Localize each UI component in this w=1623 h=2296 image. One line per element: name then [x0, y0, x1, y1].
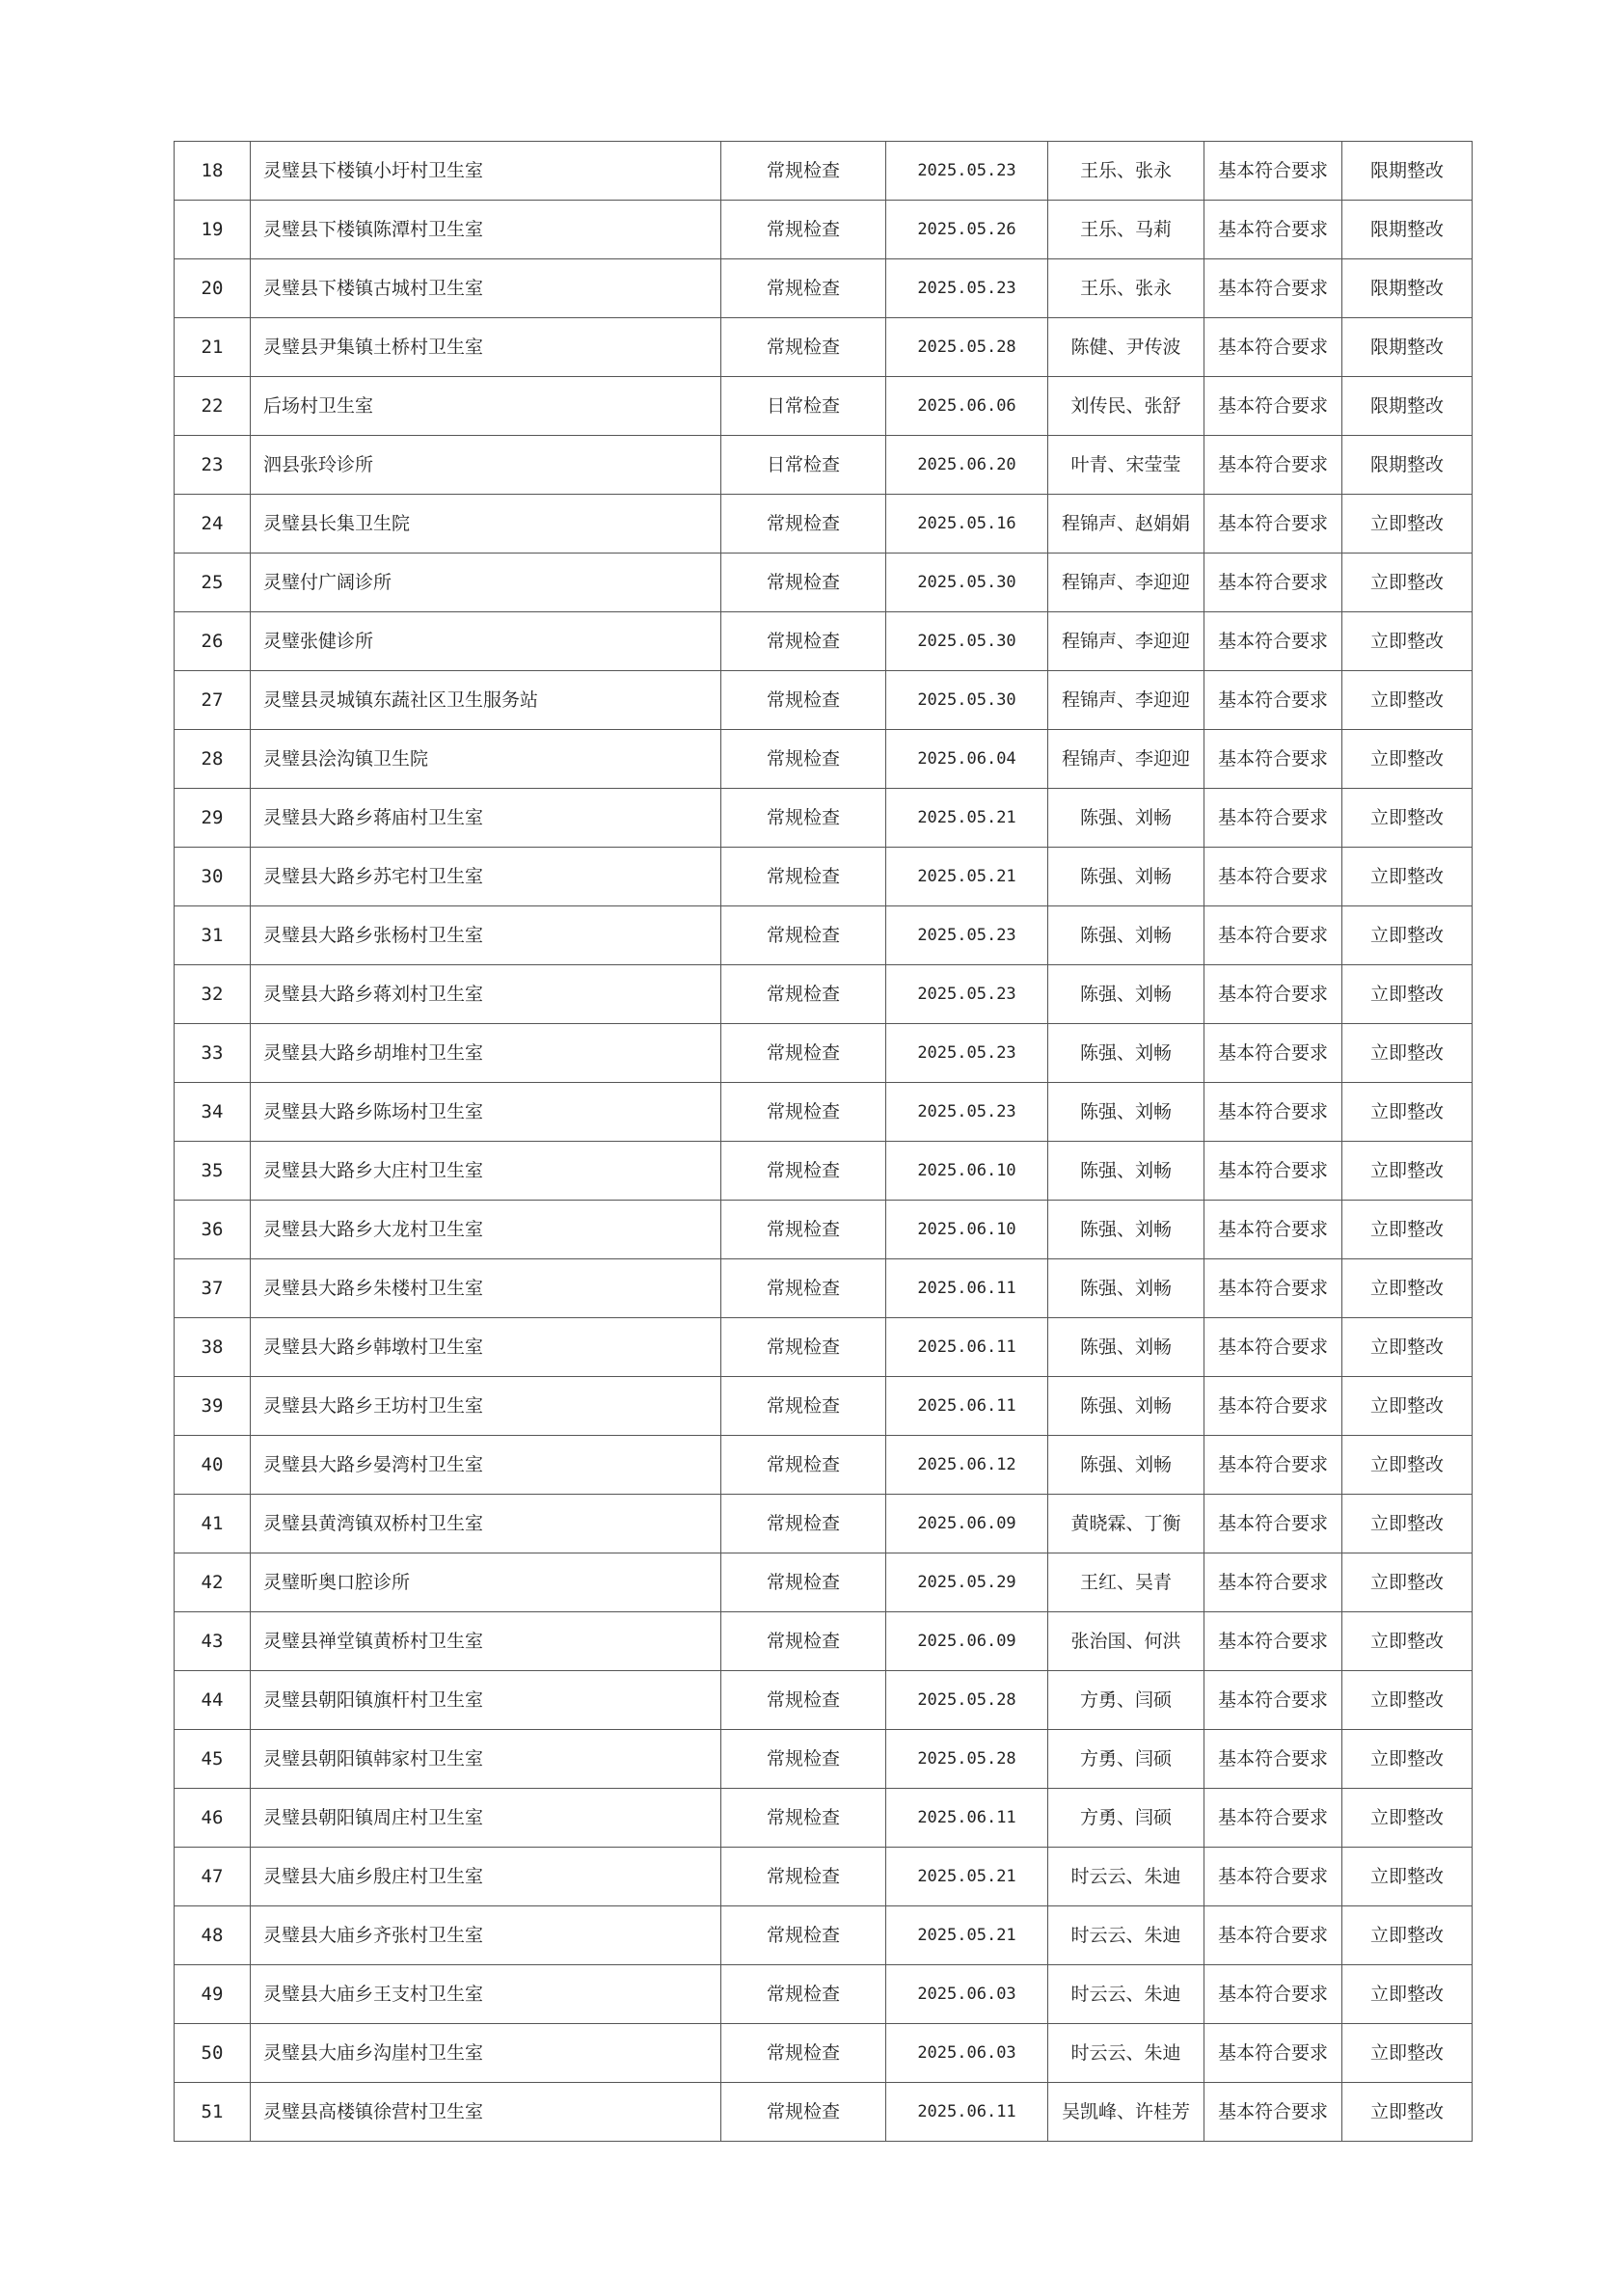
rectification-action-cell: 立即整改 — [1342, 1259, 1473, 1318]
table-row — [175, 1201, 1473, 1259]
inspection-result-cell: 基本符合要求 — [1204, 730, 1342, 789]
rectification-action-cell: 立即整改 — [1342, 906, 1473, 965]
inspectors-cell: 黄晓霖、丁衡 — [1048, 1495, 1204, 1553]
row-number-cell: 20 — [175, 259, 251, 318]
inspectors-cell: 程锦声、李迎迎 — [1048, 671, 1204, 730]
institution-name-cell: 灵璧县下楼镇陈潭村卫生室 — [251, 201, 721, 259]
inspectors-cell: 王乐、马莉 — [1048, 201, 1204, 259]
inspectors-cell: 时云云、朱迪 — [1048, 2024, 1204, 2083]
inspection-result-cell: 基本符合要求 — [1204, 1259, 1342, 1318]
inspection-type-cell: 常规检查 — [721, 1848, 886, 1906]
inspection-date-cell: 2025.05.23 — [886, 906, 1048, 965]
inspection-result-cell: 基本符合要求 — [1204, 2083, 1342, 2142]
row-number-cell: 48 — [175, 1906, 251, 1965]
inspectors-cell: 时云云、朱迪 — [1048, 1965, 1204, 2024]
table-row — [175, 2024, 1473, 2083]
rectification-action-cell: 立即整改 — [1342, 1318, 1473, 1377]
row-number-cell: 38 — [175, 1318, 251, 1377]
inspection-result-cell: 基本符合要求 — [1204, 965, 1342, 1024]
institution-name-cell: 灵璧县灵城镇东蔬社区卫生服务站 — [251, 671, 721, 730]
inspection-type-cell: 常规检查 — [721, 965, 886, 1024]
inspection-type-cell: 常规检查 — [721, 1024, 886, 1083]
row-number-cell: 49 — [175, 1965, 251, 2024]
rectification-action-cell: 立即整改 — [1342, 1377, 1473, 1436]
inspection-date-cell: 2025.05.23 — [886, 1024, 1048, 1083]
inspection-date-cell: 2025.05.23 — [886, 1083, 1048, 1142]
rectification-action-cell: 立即整改 — [1342, 1965, 1473, 2024]
inspection-date-cell: 2025.06.20 — [886, 436, 1048, 495]
inspection-date-cell: 2025.06.11 — [886, 1318, 1048, 1377]
inspection-type-cell: 常规检查 — [721, 1495, 886, 1553]
row-number-cell: 32 — [175, 965, 251, 1024]
inspection-type-cell: 日常检查 — [721, 436, 886, 495]
inspection-type-cell: 常规检查 — [721, 142, 886, 201]
inspection-type-cell: 常规检查 — [721, 1436, 886, 1495]
rectification-action-cell: 限期整改 — [1342, 142, 1473, 201]
table-row — [175, 789, 1473, 848]
row-number-cell: 26 — [175, 612, 251, 671]
inspection-date-cell: 2025.06.10 — [886, 1142, 1048, 1201]
rectification-action-cell: 限期整改 — [1342, 201, 1473, 259]
table-row — [175, 1730, 1473, 1789]
row-number-cell: 37 — [175, 1259, 251, 1318]
inspectors-cell: 方勇、闫硕 — [1048, 1671, 1204, 1730]
table-row — [175, 318, 1473, 377]
institution-name-cell: 灵璧县下楼镇小圩村卫生室 — [251, 142, 721, 201]
rectification-action-cell: 限期整改 — [1342, 318, 1473, 377]
inspection-type-cell: 常规检查 — [721, 1906, 886, 1965]
table-row — [175, 1553, 1473, 1612]
rectification-action-cell: 限期整改 — [1342, 259, 1473, 318]
inspection-result-cell: 基本符合要求 — [1204, 1612, 1342, 1671]
inspection-type-cell: 常规检查 — [721, 1965, 886, 2024]
inspection-date-cell: 2025.05.21 — [886, 1848, 1048, 1906]
inspection-date-cell: 2025.05.28 — [886, 318, 1048, 377]
institution-name-cell: 灵璧县禅堂镇黄桥村卫生室 — [251, 1612, 721, 1671]
inspection-type-cell: 常规检查 — [721, 612, 886, 671]
inspection-type-cell: 常规检查 — [721, 1142, 886, 1201]
table-row — [175, 2083, 1473, 2142]
inspectors-cell: 时云云、朱迪 — [1048, 1906, 1204, 1965]
inspection-result-cell: 基本符合要求 — [1204, 318, 1342, 377]
inspection-type-cell: 常规检查 — [721, 201, 886, 259]
inspectors-cell: 叶青、宋莹莹 — [1048, 436, 1204, 495]
inspection-date-cell: 2025.05.21 — [886, 848, 1048, 906]
institution-name-cell: 灵璧县大路乡朱楼村卫生室 — [251, 1259, 721, 1318]
inspection-date-cell: 2025.06.06 — [886, 377, 1048, 436]
institution-name-cell: 灵璧县黄湾镇双桥村卫生室 — [251, 1495, 721, 1553]
inspection-date-cell: 2025.06.11 — [886, 1377, 1048, 1436]
table-row — [175, 142, 1473, 201]
row-number-cell: 34 — [175, 1083, 251, 1142]
inspection-date-cell: 2025.06.04 — [886, 730, 1048, 789]
table-row — [175, 1083, 1473, 1142]
institution-name-cell: 灵璧县大庙乡沟崖村卫生室 — [251, 2024, 721, 2083]
inspection-result-cell: 基本符合要求 — [1204, 1318, 1342, 1377]
inspection-result-cell: 基本符合要求 — [1204, 671, 1342, 730]
inspection-date-cell: 2025.05.28 — [886, 1730, 1048, 1789]
row-number-cell: 29 — [175, 789, 251, 848]
inspection-date-cell: 2025.05.26 — [886, 201, 1048, 259]
inspection-date-cell: 2025.05.23 — [886, 259, 1048, 318]
inspection-result-cell: 基本符合要求 — [1204, 142, 1342, 201]
table-row — [175, 1259, 1473, 1318]
institution-name-cell: 灵璧县大路乡晏湾村卫生室 — [251, 1436, 721, 1495]
inspection-date-cell: 2025.06.03 — [886, 2024, 1048, 2083]
row-number-cell: 51 — [175, 2083, 251, 2142]
inspection-type-cell: 常规检查 — [721, 2083, 886, 2142]
inspectors-cell: 陈强、刘畅 — [1048, 965, 1204, 1024]
institution-name-cell: 灵璧县朝阳镇旗杆村卫生室 — [251, 1671, 721, 1730]
rectification-action-cell: 立即整改 — [1342, 848, 1473, 906]
institution-name-cell: 灵璧县大路乡苏宅村卫生室 — [251, 848, 721, 906]
inspection-result-cell: 基本符合要求 — [1204, 1730, 1342, 1789]
inspectors-cell: 陈强、刘畅 — [1048, 848, 1204, 906]
rectification-action-cell: 立即整改 — [1342, 1730, 1473, 1789]
row-number-cell: 33 — [175, 1024, 251, 1083]
inspection-date-cell: 2025.05.21 — [886, 1906, 1048, 1965]
row-number-cell: 25 — [175, 554, 251, 612]
inspectors-cell: 王乐、张永 — [1048, 142, 1204, 201]
inspectors-cell: 陈健、尹传波 — [1048, 318, 1204, 377]
rectification-action-cell: 立即整改 — [1342, 1553, 1473, 1612]
table-row — [175, 1318, 1473, 1377]
inspection-result-cell: 基本符合要求 — [1204, 1024, 1342, 1083]
institution-name-cell: 灵璧县朝阳镇周庄村卫生室 — [251, 1789, 721, 1848]
inspectors-cell: 方勇、闫硕 — [1048, 1730, 1204, 1789]
inspectors-cell: 王红、吴青 — [1048, 1553, 1204, 1612]
inspection-result-cell: 基本符合要求 — [1204, 1906, 1342, 1965]
institution-name-cell: 后场村卫生室 — [251, 377, 721, 436]
inspectors-cell: 陈强、刘畅 — [1048, 1318, 1204, 1377]
inspection-date-cell: 2025.05.28 — [886, 1671, 1048, 1730]
inspection-result-cell: 基本符合要求 — [1204, 1671, 1342, 1730]
institution-name-cell: 灵璧县大路乡韩墩村卫生室 — [251, 1318, 721, 1377]
inspection-result-cell: 基本符合要求 — [1204, 906, 1342, 965]
rectification-action-cell: 立即整改 — [1342, 730, 1473, 789]
rectification-action-cell: 立即整改 — [1342, 1495, 1473, 1553]
inspectors-cell: 程锦声、李迎迎 — [1048, 730, 1204, 789]
inspectors-cell: 程锦声、李迎迎 — [1048, 554, 1204, 612]
table-row — [175, 1671, 1473, 1730]
inspectors-cell: 陈强、刘畅 — [1048, 906, 1204, 965]
inspection-result-cell: 基本符合要求 — [1204, 495, 1342, 554]
inspection-type-cell: 常规检查 — [721, 554, 886, 612]
inspectors-cell: 陈强、刘畅 — [1048, 1377, 1204, 1436]
inspection-date-cell: 2025.05.30 — [886, 612, 1048, 671]
inspectors-cell: 王乐、张永 — [1048, 259, 1204, 318]
table-row — [175, 436, 1473, 495]
institution-name-cell: 灵璧付广阔诊所 — [251, 554, 721, 612]
table-row — [175, 1848, 1473, 1906]
table-row — [175, 671, 1473, 730]
inspectors-cell: 刘传民、张舒 — [1048, 377, 1204, 436]
inspection-type-cell: 日常检查 — [721, 377, 886, 436]
row-number-cell: 30 — [175, 848, 251, 906]
institution-name-cell: 泗县张玲诊所 — [251, 436, 721, 495]
institution-name-cell: 灵璧县大庙乡殷庄村卫生室 — [251, 1848, 721, 1906]
inspection-result-cell: 基本符合要求 — [1204, 1848, 1342, 1906]
inspection-type-cell: 常规检查 — [721, 671, 886, 730]
institution-name-cell: 灵璧县尹集镇土桥村卫生室 — [251, 318, 721, 377]
inspection-type-cell: 常规检查 — [721, 848, 886, 906]
row-number-cell: 47 — [175, 1848, 251, 1906]
row-number-cell: 24 — [175, 495, 251, 554]
inspection-type-cell: 常规检查 — [721, 1377, 886, 1436]
inspection-type-cell: 常规检查 — [721, 2024, 886, 2083]
row-number-cell: 23 — [175, 436, 251, 495]
inspection-type-cell: 常规检查 — [721, 1789, 886, 1848]
table-row — [175, 259, 1473, 318]
rectification-action-cell: 立即整改 — [1342, 2024, 1473, 2083]
inspection-type-cell: 常规检查 — [721, 1671, 886, 1730]
rectification-action-cell: 立即整改 — [1342, 1024, 1473, 1083]
institution-name-cell: 灵璧县大路乡大庄村卫生室 — [251, 1142, 721, 1201]
inspectors-cell: 陈强、刘畅 — [1048, 1201, 1204, 1259]
rectification-action-cell: 立即整改 — [1342, 671, 1473, 730]
inspection-date-cell: 2025.05.30 — [886, 554, 1048, 612]
table-row — [175, 495, 1473, 554]
table-row — [175, 1965, 1473, 2024]
inspection-result-cell: 基本符合要求 — [1204, 1789, 1342, 1848]
inspectors-cell: 陈强、刘畅 — [1048, 1142, 1204, 1201]
rectification-action-cell: 限期整改 — [1342, 436, 1473, 495]
inspection-date-cell: 2025.06.03 — [886, 1965, 1048, 2024]
rectification-action-cell: 立即整改 — [1342, 2083, 1473, 2142]
table-row — [175, 1612, 1473, 1671]
inspection-date-cell: 2025.06.10 — [886, 1201, 1048, 1259]
row-number-cell: 43 — [175, 1612, 251, 1671]
institution-name-cell: 灵璧县下楼镇古城村卫生室 — [251, 259, 721, 318]
row-number-cell: 31 — [175, 906, 251, 965]
inspection-date-cell: 2025.06.09 — [886, 1612, 1048, 1671]
inspection-result-cell: 基本符合要求 — [1204, 377, 1342, 436]
table-row — [175, 1024, 1473, 1083]
table-row — [175, 906, 1473, 965]
row-number-cell: 44 — [175, 1671, 251, 1730]
institution-name-cell: 灵璧县大路乡大龙村卫生室 — [251, 1201, 721, 1259]
institution-name-cell: 灵璧昕奥口腔诊所 — [251, 1553, 721, 1612]
row-number-cell: 45 — [175, 1730, 251, 1789]
inspection-result-cell: 基本符合要求 — [1204, 2024, 1342, 2083]
table-row — [175, 965, 1473, 1024]
inspectors-cell: 吴凯峰、许桂芳 — [1048, 2083, 1204, 2142]
table-body — [175, 142, 1473, 2142]
rectification-action-cell: 立即整改 — [1342, 1671, 1473, 1730]
inspection-result-cell: 基本符合要求 — [1204, 201, 1342, 259]
inspection-result-cell: 基本符合要求 — [1204, 1377, 1342, 1436]
row-number-cell: 39 — [175, 1377, 251, 1436]
inspection-type-cell: 常规检查 — [721, 1201, 886, 1259]
rectification-action-cell: 立即整改 — [1342, 1083, 1473, 1142]
institution-name-cell: 灵璧张健诊所 — [251, 612, 721, 671]
inspection-table — [174, 141, 1473, 2142]
inspection-result-cell: 基本符合要求 — [1204, 1142, 1342, 1201]
table-row — [175, 612, 1473, 671]
inspectors-cell: 方勇、闫硕 — [1048, 1789, 1204, 1848]
rectification-action-cell: 立即整改 — [1342, 1906, 1473, 1965]
table-row — [175, 1789, 1473, 1848]
rectification-action-cell: 立即整改 — [1342, 965, 1473, 1024]
inspection-result-cell: 基本符合要求 — [1204, 1083, 1342, 1142]
row-number-cell: 27 — [175, 671, 251, 730]
inspection-date-cell: 2025.05.21 — [886, 789, 1048, 848]
table-row — [175, 730, 1473, 789]
table-row — [175, 848, 1473, 906]
inspection-result-cell: 基本符合要求 — [1204, 1436, 1342, 1495]
inspection-type-cell: 常规检查 — [721, 1730, 886, 1789]
inspectors-cell: 时云云、朱迪 — [1048, 1848, 1204, 1906]
inspection-type-cell: 常规检查 — [721, 1612, 886, 1671]
row-number-cell: 42 — [175, 1553, 251, 1612]
inspection-date-cell: 2025.05.29 — [886, 1553, 1048, 1612]
inspectors-cell: 陈强、刘畅 — [1048, 1259, 1204, 1318]
row-number-cell: 40 — [175, 1436, 251, 1495]
institution-name-cell: 灵璧县朝阳镇韩家村卫生室 — [251, 1730, 721, 1789]
table-row — [175, 554, 1473, 612]
table-row — [175, 1906, 1473, 1965]
inspection-result-cell: 基本符合要求 — [1204, 436, 1342, 495]
inspection-type-cell: 常规检查 — [721, 906, 886, 965]
rectification-action-cell: 立即整改 — [1342, 554, 1473, 612]
table-row — [175, 1436, 1473, 1495]
row-number-cell: 41 — [175, 1495, 251, 1553]
table-row — [175, 1142, 1473, 1201]
inspection-result-cell: 基本符合要求 — [1204, 789, 1342, 848]
institution-name-cell: 灵璧县大路乡胡堆村卫生室 — [251, 1024, 721, 1083]
inspection-result-cell: 基本符合要求 — [1204, 554, 1342, 612]
rectification-action-cell: 立即整改 — [1342, 495, 1473, 554]
inspection-date-cell: 2025.06.11 — [886, 1789, 1048, 1848]
table-row — [175, 377, 1473, 436]
institution-name-cell: 灵璧县大路乡蒋刘村卫生室 — [251, 965, 721, 1024]
table-row — [175, 1377, 1473, 1436]
row-number-cell: 19 — [175, 201, 251, 259]
row-number-cell: 46 — [175, 1789, 251, 1848]
rectification-action-cell: 立即整改 — [1342, 612, 1473, 671]
institution-name-cell: 灵璧县大路乡蒋庙村卫生室 — [251, 789, 721, 848]
rectification-action-cell: 立即整改 — [1342, 1436, 1473, 1495]
inspection-date-cell: 2025.05.23 — [886, 142, 1048, 201]
inspection-date-cell: 2025.05.23 — [886, 965, 1048, 1024]
inspectors-cell: 张治国、何洪 — [1048, 1612, 1204, 1671]
inspectors-cell: 陈强、刘畅 — [1048, 1024, 1204, 1083]
inspection-result-cell: 基本符合要求 — [1204, 1553, 1342, 1612]
inspection-type-cell: 常规检查 — [721, 730, 886, 789]
table-row — [175, 201, 1473, 259]
row-number-cell: 21 — [175, 318, 251, 377]
inspection-type-cell: 常规检查 — [721, 789, 886, 848]
row-number-cell: 18 — [175, 142, 251, 201]
institution-name-cell: 灵璧县浍沟镇卫生院 — [251, 730, 721, 789]
institution-name-cell: 灵璧县大路乡张杨村卫生室 — [251, 906, 721, 965]
inspection-date-cell: 2025.06.11 — [886, 1259, 1048, 1318]
institution-name-cell: 灵璧县长集卫生院 — [251, 495, 721, 554]
institution-name-cell: 灵璧县高楼镇徐营村卫生室 — [251, 2083, 721, 2142]
row-number-cell: 50 — [175, 2024, 251, 2083]
inspection-type-cell: 常规检查 — [721, 1553, 886, 1612]
rectification-action-cell: 立即整改 — [1342, 789, 1473, 848]
inspection-date-cell: 2025.06.09 — [886, 1495, 1048, 1553]
inspection-date-cell: 2025.05.30 — [886, 671, 1048, 730]
inspectors-cell: 陈强、刘畅 — [1048, 789, 1204, 848]
inspection-date-cell: 2025.06.11 — [886, 2083, 1048, 2142]
inspection-result-cell: 基本符合要求 — [1204, 1495, 1342, 1553]
rectification-action-cell: 立即整改 — [1342, 1142, 1473, 1201]
row-number-cell: 28 — [175, 730, 251, 789]
row-number-cell: 36 — [175, 1201, 251, 1259]
rectification-action-cell: 立即整改 — [1342, 1789, 1473, 1848]
rectification-action-cell: 立即整改 — [1342, 1848, 1473, 1906]
inspection-result-cell: 基本符合要求 — [1204, 848, 1342, 906]
rectification-action-cell: 限期整改 — [1342, 377, 1473, 436]
inspection-result-cell: 基本符合要求 — [1204, 259, 1342, 318]
inspection-type-cell: 常规检查 — [721, 1259, 886, 1318]
institution-name-cell: 灵璧县大庙乡王支村卫生室 — [251, 1965, 721, 2024]
inspection-result-cell: 基本符合要求 — [1204, 1965, 1342, 2024]
table-row — [175, 1495, 1473, 1553]
inspection-type-cell: 常规检查 — [721, 259, 886, 318]
inspection-type-cell: 常规检查 — [721, 318, 886, 377]
inspection-type-cell: 常规检查 — [721, 1318, 886, 1377]
inspection-type-cell: 常规检查 — [721, 1083, 886, 1142]
row-number-cell: 35 — [175, 1142, 251, 1201]
institution-name-cell: 灵璧县大庙乡齐张村卫生室 — [251, 1906, 721, 1965]
inspection-result-cell: 基本符合要求 — [1204, 612, 1342, 671]
rectification-action-cell: 立即整改 — [1342, 1201, 1473, 1259]
inspectors-cell: 程锦声、赵娟娟 — [1048, 495, 1204, 554]
inspectors-cell: 陈强、刘畅 — [1048, 1083, 1204, 1142]
row-number-cell: 22 — [175, 377, 251, 436]
inspection-result-cell: 基本符合要求 — [1204, 1201, 1342, 1259]
institution-name-cell: 灵璧县大路乡陈场村卫生室 — [251, 1083, 721, 1142]
inspection-date-cell: 2025.05.16 — [886, 495, 1048, 554]
inspectors-cell: 陈强、刘畅 — [1048, 1436, 1204, 1495]
inspection-type-cell: 常规检查 — [721, 495, 886, 554]
inspectors-cell: 程锦声、李迎迎 — [1048, 612, 1204, 671]
inspection-date-cell: 2025.06.12 — [886, 1436, 1048, 1495]
rectification-action-cell: 立即整改 — [1342, 1612, 1473, 1671]
institution-name-cell: 灵璧县大路乡王坊村卫生室 — [251, 1377, 721, 1436]
